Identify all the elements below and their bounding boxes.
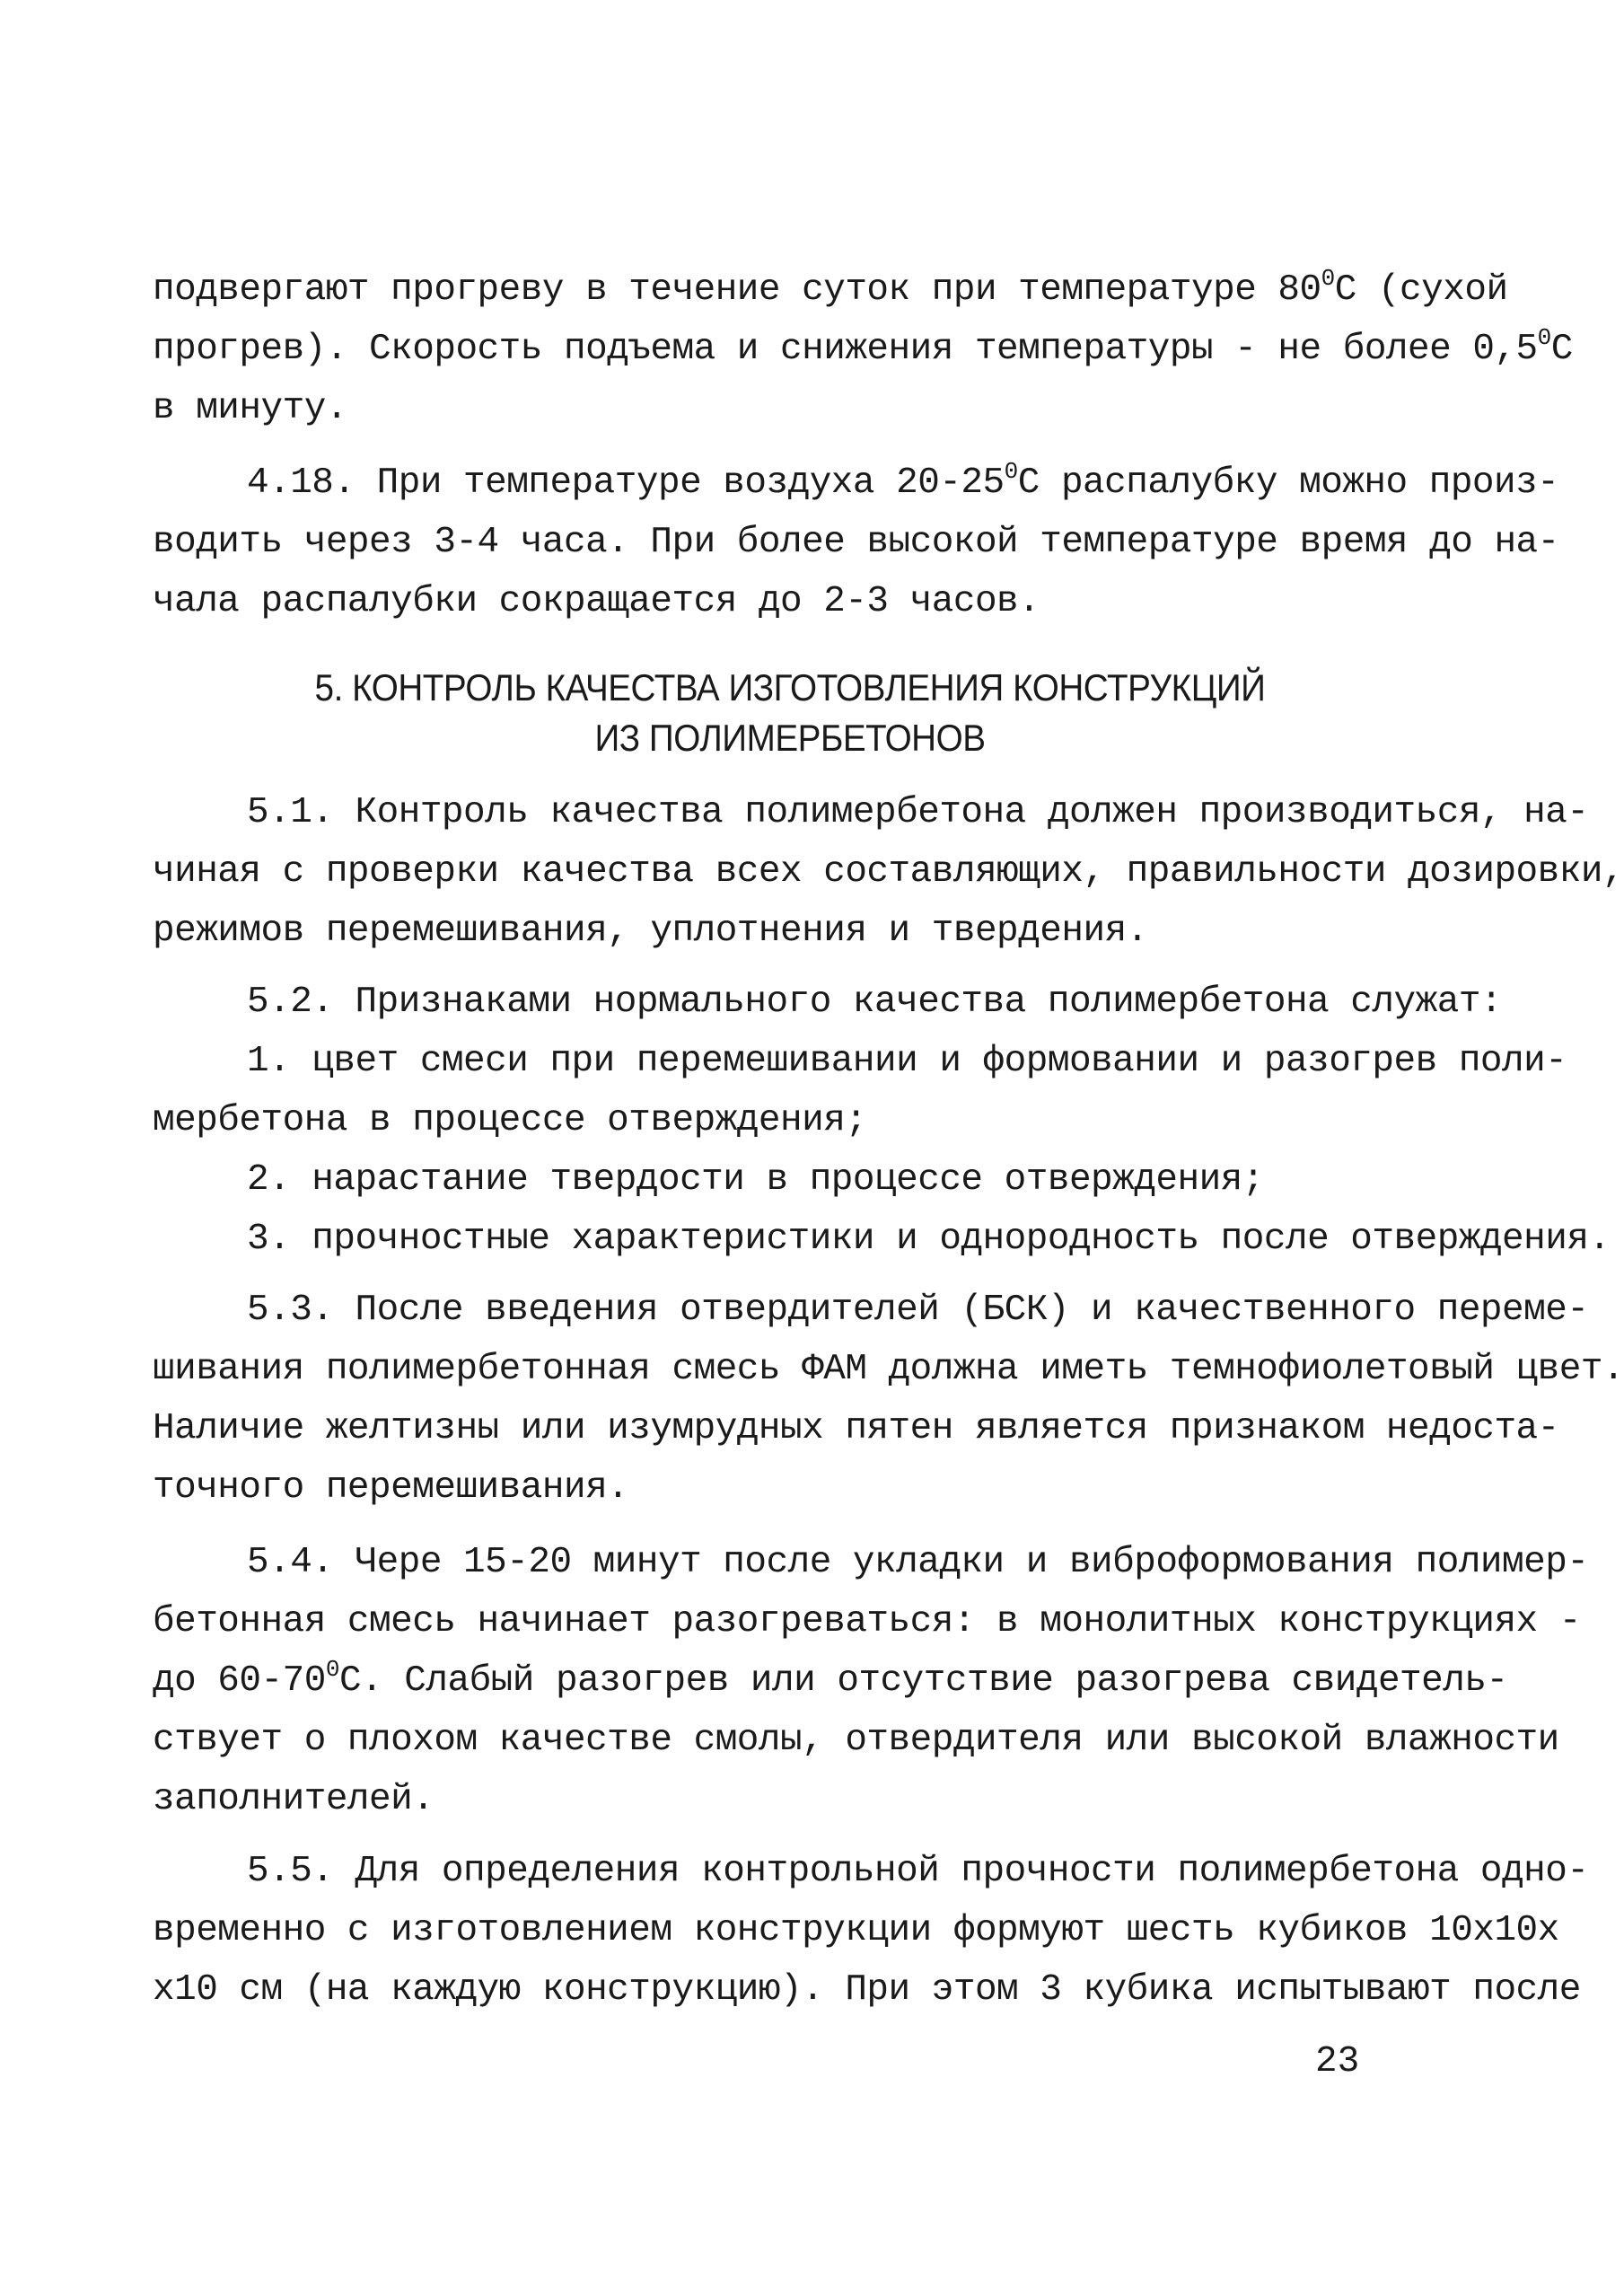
text-line: прогрев). Скорость подъема и снижения температуры - не более $0,5^0С$: [153, 324, 1573, 370]
section-5-heading: [204, 663, 1376, 763]
text-line: чиная с проверки качества всех составляющих, правильности дозировки,: [153, 851, 1624, 893]
text-line: 5.3. После введения отвердителей (БСК) и качественного переме-: [247, 1290, 1589, 1331]
text-line: ствует о плохом качестве смолы, отвердителя или высокой влажности: [153, 1720, 1559, 1761]
text-line: до $60-70^0С$. Слабый разогрев или отсутствие разогрева свидетель-: [153, 1656, 1508, 1702]
text-line: мербетона в процессе отверждения;: [153, 1100, 867, 1141]
text-line: 5.1. Контроль качества полимербетона должен производиться, на-: [247, 792, 1589, 833]
heading-line-2: ИЗ ПОЛИМЕРБЕТОНОВ: [594, 717, 986, 759]
text-line: точного перемешивания.: [153, 1467, 629, 1509]
paragraph-5-1: [153, 783, 1624, 961]
text-line: 1. цвет смеси при перемешивании и формовании и разогрев поли-: [247, 1041, 1567, 1082]
paragraph-5-4: [153, 1533, 1589, 1829]
text-line: подвергают прогреву в течение суток при температуре $80^0С$ (сухой: [153, 265, 1508, 311]
list-item-1: [153, 1032, 1567, 1150]
text-line: 2. нарастание твердости в процессе отверждения;: [247, 1159, 1264, 1201]
text-line: чала распалубки сокращается до 2-3 часов.: [153, 581, 1040, 622]
paragraph-5-3: [153, 1281, 1624, 1518]
text-line: 5.4. Чере 15-20 минут после укладки и виброформования полимер-: [247, 1542, 1589, 1583]
paragraph-4-18: [153, 453, 1559, 631]
list-item-2: [153, 1150, 1427, 1210]
text-line: режимов перемешивания, уплотнения и твердения.: [153, 911, 1148, 952]
text-line: 4.18. При температуре воздуха $20-25^0С$ распалубку можно произ-: [247, 458, 1559, 504]
heading-line-1: 5. КОНТРОЛЬ КАЧЕСТВА ИЗГОТОВЛЕНИЯ КОНСТРУКЦИЙ: [314, 666, 1266, 709]
text-line: водить через 3-4 часа. При более высокой температуре время до на-: [153, 522, 1559, 563]
text-line: временно с изготовлением конструкции формуют шесть кубиков 10х10х: [153, 1910, 1559, 1951]
paragraph-5-5: [153, 1842, 1589, 2020]
page-number: 23: [1315, 2041, 1360, 2082]
text-line: Наличие желтизны или изумрудных пятен является признаком недоста-: [153, 1408, 1559, 1449]
text-line: в минуту.: [153, 388, 347, 429]
list-item-3: [153, 1210, 1611, 1269]
text-line: 3. прочностные характеристики и однородность после отверждения.: [247, 1219, 1611, 1260]
text-line: х10 см (на каждую конструкцию). При этом 3 кубика испытывают после: [153, 1969, 1581, 2011]
text-line: бетонная смесь начинает разогреваться: в монолитных конструкциях -: [153, 1601, 1581, 1642]
text-line: заполнителей.: [153, 1779, 435, 1820]
text-line: шивания полимербетонная смесь ФАМ должна иметь темнофиолетовый цвет.: [153, 1349, 1624, 1390]
paragraph-preheating: [153, 260, 1573, 438]
text-line: 5.2. Признаками нормального качества полимербетона служат:: [247, 982, 1503, 1023]
paragraph-5-2: [153, 973, 1503, 1032]
text-line: 5.5. Для определения контрольной прочности полимербетона одно-: [247, 1851, 1589, 1892]
